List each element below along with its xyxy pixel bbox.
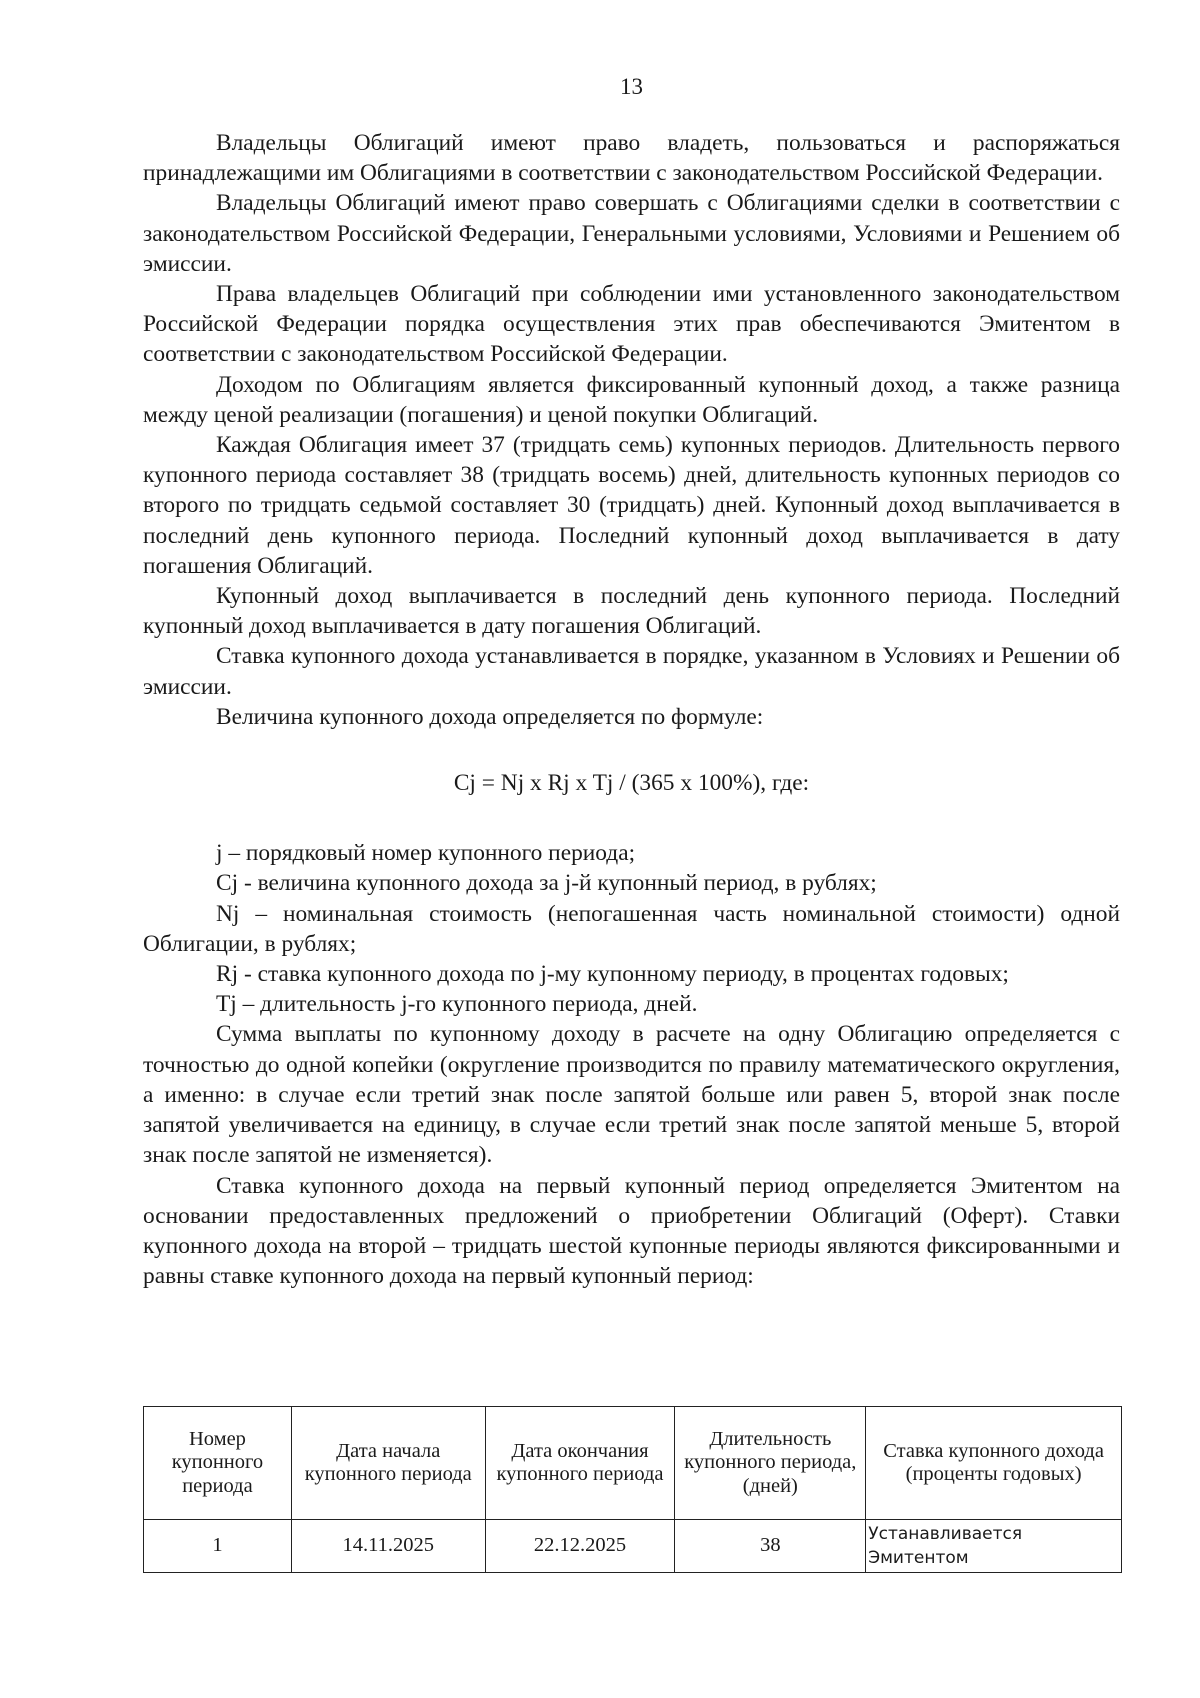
page-number: 13 bbox=[620, 74, 643, 99]
paragraph: Доходом по Облигациям является фиксированный купонный доход, а также разница между ценой реализации (погашения) и ценой покупки Облигаций. bbox=[143, 371, 1120, 428]
header-end-date: Дата окончания купонного периода bbox=[485, 1407, 675, 1520]
variable-definition: Tj – длительность j-го купонного периода, дней. bbox=[216, 991, 698, 1018]
cell-duration: 38 bbox=[675, 1520, 866, 1573]
table-row bbox=[144, 1520, 1122, 1573]
document-body bbox=[143, 128, 1120, 1291]
paragraph: Каждая Облигация имеет 37 (тридцать семь) купонных периодов. Длительность первого купонного периода составляет 38 (тридцать восемь) дней, длительность купонных периодов со второго по тридцать седьмой составляет 30 (тридцать) дней. Купонный доход выплачивается в последний день купонного периода. Последний купонный доход выплачивается в дату погашения Облигаций. bbox=[143, 432, 1120, 579]
header-duration: Длительность купонного периода, (дней) bbox=[675, 1407, 866, 1520]
header-period-number: Номер купонного периода bbox=[144, 1407, 292, 1520]
variable-definition: Cj - величина купонного дохода за j-й купонный период, в рублях; bbox=[216, 870, 877, 897]
cell-start-date: 14.11.2025 bbox=[291, 1520, 485, 1573]
coupon-formula: Cj = Nj x Rj x Tj / (365 x 100%), где: bbox=[453, 770, 810, 797]
paragraph: Купонный доход выплачивается в последний день купонного периода. Последний купонный доход выплачивается в дату погашения Облигаций. bbox=[143, 583, 1120, 640]
paragraph: Величина купонного дохода определяется по формуле: bbox=[216, 703, 764, 730]
cell-period-number: 1 bbox=[144, 1520, 292, 1573]
cell-coupon-rate: Устанавливается Эмитентом bbox=[866, 1520, 1122, 1573]
header-coupon-rate: Ставка купонного дохода (проценты годовых) bbox=[866, 1407, 1122, 1520]
table-header-row bbox=[144, 1407, 1122, 1520]
coupon-periods-table bbox=[143, 1406, 1122, 1573]
cell-end-date: 22.12.2025 bbox=[485, 1520, 675, 1573]
variable-definition: j – порядковый номер купонного периода; bbox=[216, 840, 636, 867]
paragraph: Владельцы Облигаций имеют право совершать с Облигациями сделки в соответствии с законодательством Российской Федерации, Генеральными условиями, Условиями и Решением об эмиссии. bbox=[143, 190, 1120, 277]
variable-definition: Nj – номинальная стоимость (непогашенная часть номинальной стоимости) одной Облигации, в рублях; bbox=[143, 900, 1120, 957]
paragraph: Владельцы Облигаций имеют право владеть, пользоваться и распоряжаться принадлежащими им Облигациями в соответствии с законодательством Российской Федерации. bbox=[143, 130, 1120, 187]
paragraph: Ставка купонного дохода на первый купонный период определяется Эмитентом на основании предоставленных предложений о приобретении Облигаций (Оферт). Ставки купонного дохода на второй – тридцать шестой купонные периоды являются фиксированными и равны ставке купонного дохода на первый купонный период: bbox=[143, 1172, 1120, 1290]
variable-definition: Rj - ставка купонного дохода по j-му купонному периоду, в процентах годовых; bbox=[216, 961, 1009, 988]
paragraph: Сумма выплаты по купонному доходу в расчете на одну Облигацию определяется с точностью до одной копейки (округление производится по правилу математического округления, а именно: в случае если третий знак после запятой больше или равен 5, второй знак после запятой увеличивается на единицу, в случае если третий знак после запятой меньше 5, второй знак после запятой не изменяется). bbox=[143, 1021, 1120, 1169]
header-start-date: Дата начала купонного периода bbox=[291, 1407, 485, 1520]
paragraph: Права владельцев Облигаций при соблюдении ими установленного законодательством Российской Федерации порядка осуществления этих прав обеспечиваются Эмитентом в соответствии с законодательством Российской Федерации. bbox=[143, 281, 1120, 368]
paragraph: Ставка купонного дохода устанавливается в порядке, указанном в Условиях и Решении об эмиссии. bbox=[143, 643, 1120, 700]
